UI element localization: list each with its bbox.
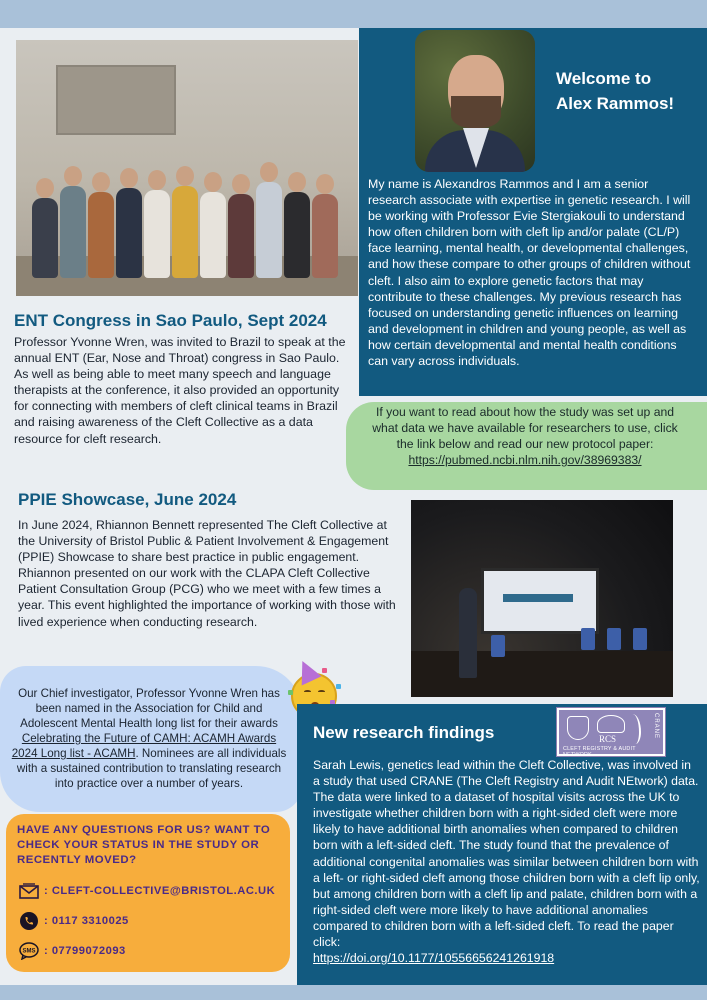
crane-logo-rcs: RCS — [599, 734, 617, 744]
photo-person — [88, 192, 114, 278]
bottom-band — [0, 985, 707, 1000]
stage-screen-banner — [503, 594, 573, 602]
confetti-icon — [322, 668, 327, 673]
welcome-title-line2: Alex Rammos! — [556, 94, 675, 113]
protocol-text-block — [370, 404, 680, 468]
envelope-icon — [18, 880, 40, 902]
photo-person — [200, 192, 226, 278]
photo-background-screen — [56, 65, 176, 135]
stage-chair — [491, 635, 505, 657]
research-section-title: New research findings — [313, 723, 495, 742]
sms-icon — [18, 940, 40, 962]
crane-logo — [556, 707, 666, 757]
award-text-before: Our Chief investigator, Professor Yvonne Wren has been named in the Association for Child and Adolescent Mental Health long list for their awards — [18, 687, 280, 730]
research-paper-link[interactable]: https://doi.org/10.1177/10556656241261918 — [313, 951, 555, 966]
research-body-block — [313, 757, 701, 966]
crest-icon — [567, 716, 589, 740]
contact-email-row[interactable] — [18, 879, 288, 903]
ppie-showcase-photo — [411, 500, 673, 697]
portrait-beard — [451, 96, 501, 128]
welcome-title — [556, 66, 701, 116]
crane-logo-word: CRANE — [653, 713, 659, 740]
stage-presenter — [459, 588, 477, 678]
welcome-title-line1: Welcome to — [556, 69, 652, 88]
stage-floor — [411, 651, 673, 697]
ent-congress-group-photo — [16, 40, 358, 296]
protocol-text: If you want to read about how the study was set up and what data we have available for researchers to use, click the link below and read our new protocol paper: — [372, 405, 678, 451]
ent-section-body: Professor Yvonne Wren, was invited to Brazil to speak at the annual ENT (Ear, Nose and Throat) congress in Sao Paulo. As well as being able to meet many speech and language therapists at the conference, it also provided an opportunity for connecting with members of cleft clinical teams in Brazil and raising awareness of the Cleft Collective as a data resource for cleft research. — [14, 335, 346, 446]
face-profile-icon — [627, 714, 641, 744]
crane-logo-subtitle: CLEFT REGISTRY & AUDIT NETWORK — [563, 746, 636, 758]
stage-chair — [633, 628, 647, 650]
contact-email: : CLEFT-COLLECTIVE@BRISTOL.AC.UK — [44, 885, 276, 897]
alex-rammos-portrait — [415, 30, 535, 172]
ppie-section-title: PPIE Showcase, June 2024 — [18, 490, 237, 509]
contact-sms: : 07799072093 — [44, 945, 126, 957]
photo-person — [144, 190, 170, 278]
photo-person — [172, 186, 198, 278]
top-band — [0, 0, 707, 28]
photo-person — [228, 194, 254, 278]
award-text — [10, 686, 288, 791]
award-text-after: . Nominees are all individuals with a sustained contribution to translating research into practice over a number of years. — [16, 747, 287, 790]
ppie-section-body: In June 2024, Rhiannon Bennett represented The Cleft Collective at the University of Bristol Public & Patient Involvement & Engagement (PPIE) Showcase to share best practice in public engagement. Rhiannon presented on our work with the CLAPA Cleft Collective Patient Consultation Group (PCG) who we meet with a few times a year. This event highlighted the importance of working with those with lived experience when conducting research. — [18, 518, 396, 629]
confetti-icon — [288, 690, 293, 695]
phone-icon — [18, 910, 40, 932]
photo-person — [32, 198, 58, 278]
acamh-awards-link[interactable]: Celebrating the Future of CAMH: ACAMH Awards 2024 Long list - ACAMH — [11, 732, 277, 760]
protocol-link[interactable]: https://pubmed.ncbi.nlm.nih.gov/38969383/ — [408, 453, 642, 467]
contact-phone-row[interactable] — [18, 909, 288, 933]
stage-chair — [607, 628, 621, 650]
ent-section-title: ENT Congress in Sao Paulo, Sept 2024 — [14, 311, 327, 330]
rcs-crest-icon — [597, 715, 625, 733]
research-body: Sarah Lewis, genetics lead within the Cleft Collective, was involved in a study that used CRANE (The Cleft Registry and Audit NEtwork) data. The data were linked to a dataset of hospital visits across the UK to investigate whether children born with a right-sided cleft were more likely to have additional birth anomalies when compared to children born with a left-sided cleft. The study found that the prevalence of additional congenital anomalies was similar between children born with a left- or right-sided cleft among those children born with a cleft lip only, but among children born with a cleft lip and palate, children born with a right-sided cleft were more likely to have additional anomalies compared to children born with a left-sided cleft. To read the paper click: — [313, 758, 700, 950]
photo-person — [284, 192, 310, 278]
photo-person — [60, 186, 86, 278]
confetti-icon — [336, 684, 341, 689]
contact-sms-row[interactable] — [18, 939, 288, 963]
photo-person — [256, 182, 282, 278]
photo-person — [312, 194, 338, 278]
sms-icon-label: SMS — [22, 948, 36, 955]
contact-phone: : 0117 3310025 — [44, 915, 129, 927]
contact-heading: HAVE ANY QUESTIONS FOR US? WANT TO CHECK YOUR STATUS IN THE STUDY OR RECENTLY MOVED? — [17, 824, 271, 866]
photo-person — [116, 188, 142, 278]
welcome-body: My name is Alexandros Rammos and I am a senior research associate with expertise in genetic research. I will be working with Professor Evie Stergiakouli to understand how often children born with cleft lip and/or palate (CL/P) face learning, mental health, or developmental challenges, and how these compare to other groups of children without cleft. I also aim to explore genetic factors that may contribute to these challenges. My previous research has focused on understanding genetic influences on learning and development in children and young people, as well as how certain developmental and mental health conditions can vary across individuals. — [368, 177, 691, 369]
stage-chair — [581, 628, 595, 650]
